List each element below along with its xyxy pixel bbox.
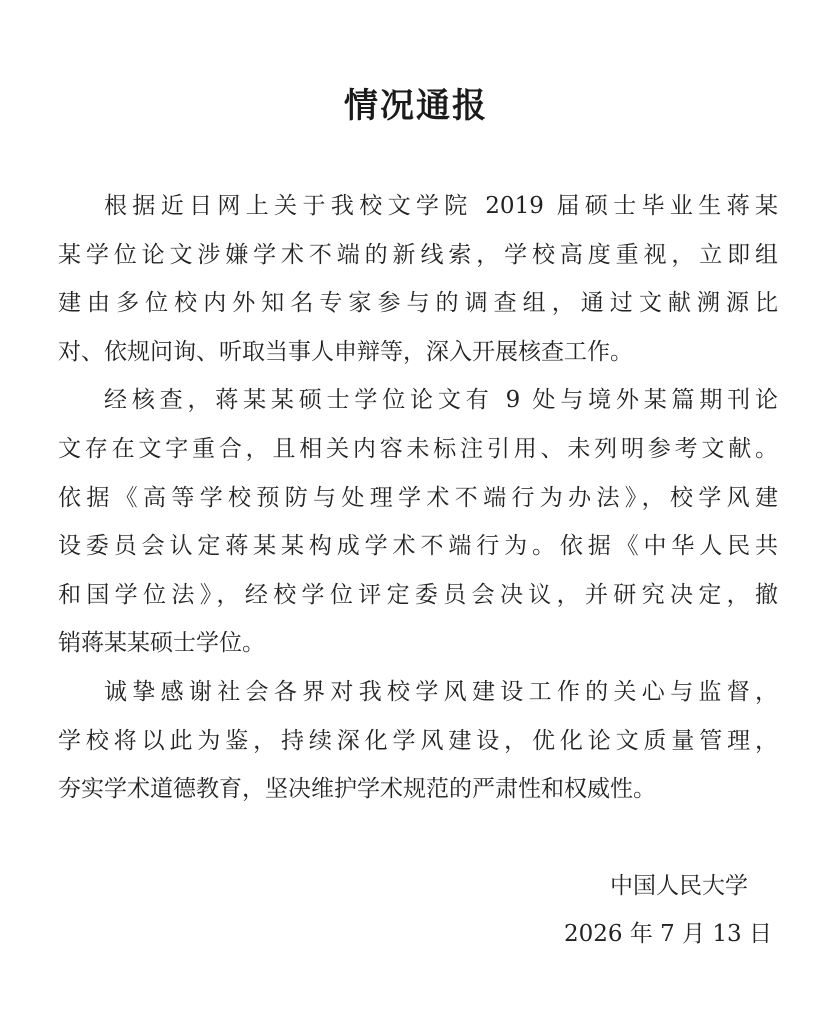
paragraph-2-line-1: 经核查，蒋某某硕士学位论文有 9 处与境外某篇期刊论 xyxy=(104,387,778,414)
signature-organization: 中国人民大学 xyxy=(610,873,748,899)
document-title: 情况通报 xyxy=(344,86,488,126)
paragraph-2-line-4: 设委员会认定蒋某某构成学术不端行为。依据《中华人民共 xyxy=(58,533,778,560)
paragraph-1-line-2: 某学位论文涉嫌学术不端的新线索，学校高度重视，立即组 xyxy=(58,241,778,268)
notice-body xyxy=(58,182,778,814)
paragraph-3-line-3: 夯实学术道德教育，坚决维护学术规范的严肃性和权威性。 xyxy=(58,776,656,803)
signature-block xyxy=(564,862,772,958)
paragraph-3-line-2: 学校将以此为鉴，持续深化学风建设，优化论文质量管理， xyxy=(58,727,778,754)
paragraph-3-line-1: 诚挚感谢社会各界对我校学风建设工作的关心与监督， xyxy=(104,678,778,705)
paragraph-2-line-5: 和国学位法》，经校学位评定委员会决议，并研究决定，撤 xyxy=(58,581,778,608)
paragraph-2-line-2: 文存在文字重合，且相关内容未标注引用、未列明参考文献。 xyxy=(58,435,778,462)
paragraph-1-line-3: 建由多位校内外知名专家参与的调查组，通过文献溯源比 xyxy=(58,290,778,317)
signature-date: 2026 年 7 月 13 日 xyxy=(564,921,772,947)
paragraph-2-line-6: 销蒋某某硕士学位。 xyxy=(58,630,265,657)
paragraph-1-line-4: 对、依规问询、听取当事人申辩等，深入开展核查工作。 xyxy=(58,338,633,365)
paragraph-2-line-3: 依据《高等学校预防与处理学术不端行为办法》，校学风建 xyxy=(58,484,778,511)
paragraph-1-line-1: 根据近日网上关于我校文学院 2019 届硕士毕业生蒋某 xyxy=(104,193,778,219)
